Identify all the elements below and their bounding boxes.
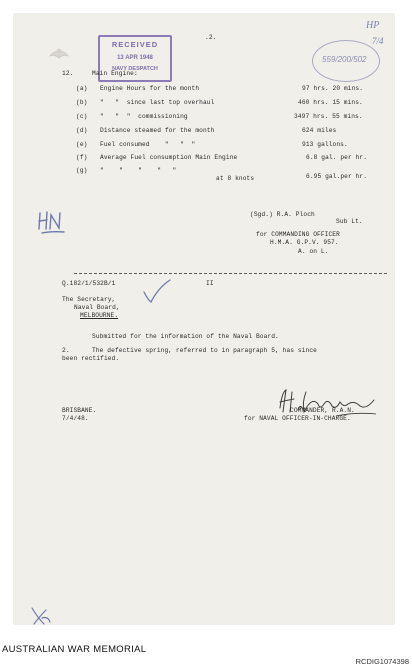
stamp-line1: RECEIVED	[111, 40, 159, 49]
item-letter: (b)	[76, 99, 88, 106]
corner-hand-top: HP	[366, 20, 380, 31]
item-value: 624 miles	[302, 127, 337, 134]
item-label: " " since last top overhaul	[100, 99, 215, 106]
archive-name: AUSTRALIAN WAR MEMORIAL	[2, 644, 147, 655]
divider-rule	[74, 273, 387, 274]
section-number: 12.	[62, 70, 74, 77]
paragraph-2-line2: been rectified.	[62, 355, 120, 362]
item-label: " " " " "	[100, 167, 177, 174]
handwritten-mark-icon	[28, 604, 54, 628]
addressee-line3: MELBOURNE.	[80, 312, 119, 319]
reference-roman: II	[206, 280, 214, 287]
addressee-line1: The Secretary,	[62, 296, 116, 303]
document-page	[14, 14, 394, 624]
paragraph-2-number: 2.	[62, 347, 70, 354]
commander-title: COMMANDER, R.A.N.	[290, 407, 355, 414]
item-letter: (d)	[76, 127, 88, 134]
a-on-l: A. on L.	[298, 248, 329, 255]
item-value: 97 hrs. 20 mins.	[302, 85, 364, 92]
item-letter: (c)	[76, 113, 88, 120]
item-value: 6.95 gal.per hr.	[306, 173, 368, 180]
file-ref-oval	[312, 40, 380, 82]
item-label: " " " commissioning	[100, 113, 188, 120]
check-mark-icon	[142, 278, 172, 304]
archive-id: RCDIG1074398	[355, 657, 409, 666]
handwritten-initials-icon	[37, 209, 67, 237]
item-value: 3497 hrs. 55 mins.	[294, 113, 363, 120]
item-label: Fuel consumed " " "	[100, 141, 196, 148]
crest-icon	[48, 46, 70, 64]
item-label: Engine Hours for the month	[100, 85, 200, 92]
paragraph-2-line1: The defective spring, referred to in paragraph 5, has since	[92, 347, 317, 354]
item-value: 913 gallons.	[302, 141, 348, 148]
item-letter: (f)	[76, 154, 88, 161]
file-ref-handwritten: 559/200/502	[322, 55, 367, 64]
item-label: Distance steamed for the month	[100, 127, 215, 134]
item-letter: (g)	[76, 167, 88, 174]
corner-hand-bottom: 7/4	[372, 36, 384, 46]
signed-line: (Sgd.) R.A. Ploch	[250, 211, 315, 218]
item-sub: at 8 knots	[216, 175, 255, 182]
place: BRISBANE.	[62, 407, 97, 414]
date: 7/4/48.	[62, 415, 89, 422]
signed-rank: Sub Lt.	[336, 218, 363, 225]
item-value: 6.8 gal. per hr.	[306, 154, 368, 161]
page-number: .2.	[205, 34, 217, 41]
item-value: 460 hrs. 15 mins.	[298, 99, 363, 106]
for-naval-officer: for NAVAL OFFICER-IN-CHARGE.	[244, 415, 351, 422]
vessel-name: H.M.A. G.P.V. 957.	[270, 239, 339, 246]
stamp-line3: NAVY DESPATCH	[112, 66, 158, 72]
paragraph-1: Submitted for the information of the Naval Board.	[92, 333, 279, 340]
for-commanding-officer: for COMMANDING OFFICER	[256, 231, 340, 238]
item-label: Average Fuel consumption Main Engine	[100, 154, 238, 161]
item-letter: (a)	[76, 85, 88, 92]
stamp-line2: 13 APR 1948	[117, 55, 153, 61]
addressee-line2: Naval Board,	[74, 304, 120, 311]
item-letter: (e)	[76, 141, 88, 148]
reference-number: Q.182/1/532B/1	[62, 280, 116, 287]
archive-footer	[0, 636, 412, 666]
section-title: Main Engine:	[92, 70, 138, 77]
